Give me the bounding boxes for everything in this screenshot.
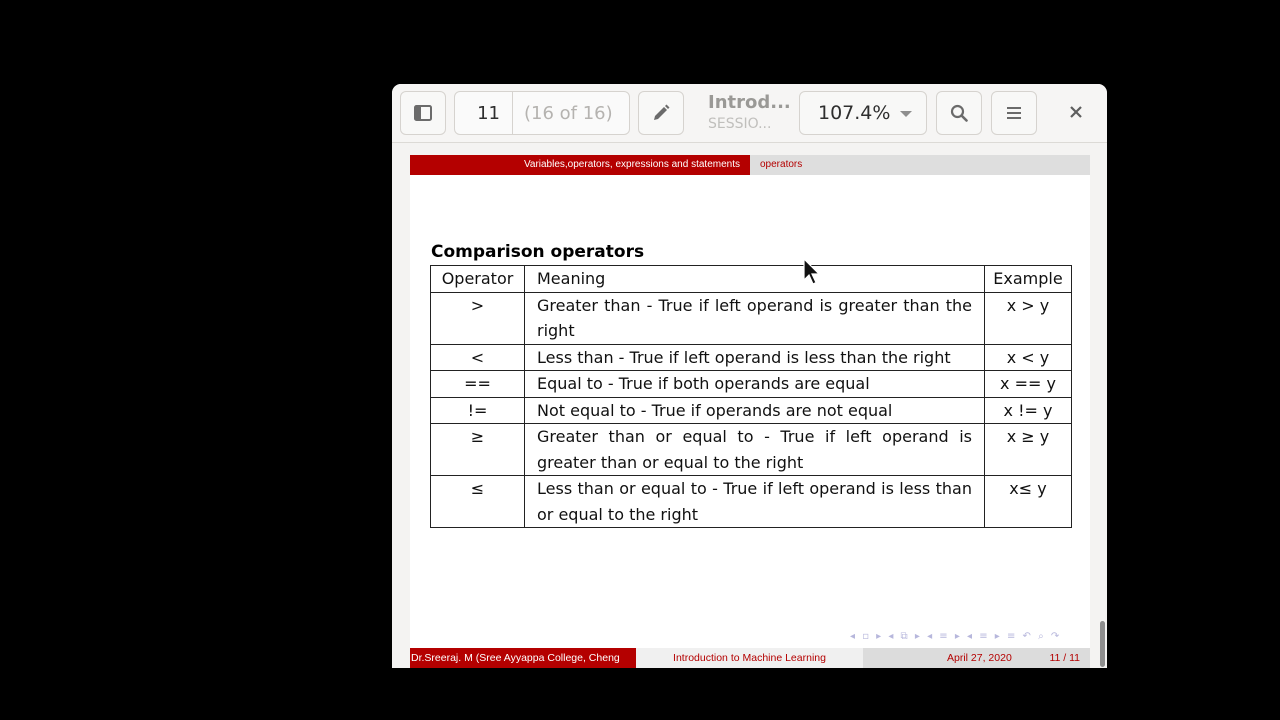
- header-meaning: Meaning: [525, 266, 985, 293]
- page-total-label: (16 of 16): [524, 102, 613, 124]
- page-selector[interactable]: [454, 91, 630, 135]
- footer-date-page: [863, 648, 1090, 668]
- operator-cell: >: [431, 292, 525, 344]
- close-window-button[interactable]: [1064, 101, 1088, 125]
- meaning-cell: Not equal to - True if operands are not equal: [525, 397, 985, 424]
- example-cell: x == y: [985, 371, 1072, 398]
- meaning-cell: Greater than - True if left operand is greater than the right: [525, 292, 985, 344]
- frame-title: Comparison operators: [431, 242, 645, 262]
- table-header-row: [431, 266, 1072, 293]
- footer-date: April 27, 2020: [947, 652, 1012, 664]
- operator-cell: <: [431, 344, 525, 371]
- slide-page: [410, 155, 1090, 668]
- document-view[interactable]: [392, 143, 1107, 668]
- example-cell: x < y: [985, 344, 1072, 371]
- operator-cell: !=: [431, 397, 525, 424]
- operator-cell: ≥: [431, 424, 525, 476]
- annotate-button[interactable]: [638, 91, 684, 135]
- operator-cell: ==: [431, 371, 525, 398]
- example-cell: x≤ y: [985, 476, 1072, 528]
- beamer-navigation-symbols[interactable]: ◂ ▫ ▸ ◂ ⧉ ▸ ◂ ≡ ▸ ◂ ≡ ▸ ≡ ↶ ⌕ ↷: [850, 631, 1062, 642]
- operator-cell: ≤: [431, 476, 525, 528]
- sidebar-icon: [414, 105, 432, 121]
- main-menu-button[interactable]: [991, 91, 1037, 135]
- table-row: [431, 397, 1072, 424]
- example-cell: x > y: [985, 292, 1072, 344]
- example-cell: x != y: [985, 397, 1072, 424]
- page-number-input[interactable]: 11: [455, 92, 513, 134]
- search-button[interactable]: [936, 91, 982, 135]
- document-title: Introd...: [708, 92, 791, 113]
- close-icon: [1069, 104, 1083, 123]
- meaning-cell: Less than or equal to - True if left operand is less than or equal to the right: [525, 476, 985, 528]
- document-viewer-window: [392, 84, 1107, 668]
- hamburger-menu-icon: [1006, 106, 1022, 120]
- zoom-level-value: 107.4%: [818, 102, 891, 124]
- table-row: [431, 424, 1072, 476]
- table-row: [431, 344, 1072, 371]
- comparison-operators-table: [430, 265, 1072, 528]
- search-icon: [950, 104, 968, 122]
- meaning-cell: Less than - True if left operand is less than the right: [525, 344, 985, 371]
- subsection-title[interactable]: operators: [760, 159, 803, 170]
- table-row: [431, 476, 1072, 528]
- sidebar-toggle-button[interactable]: [400, 91, 446, 135]
- footer-author: Dr.Sreeraj. M (Sree Ayyappa College, Cheng: [410, 648, 636, 668]
- vertical-scrollbar[interactable]: [1100, 621, 1105, 667]
- footer-page-number: 11 / 11: [1049, 652, 1080, 664]
- document-subtitle: SESSIO...: [708, 116, 772, 132]
- beamer-header: [410, 155, 1090, 175]
- example-cell: x ≥ y: [985, 424, 1072, 476]
- zoom-level-dropdown[interactable]: [799, 91, 927, 135]
- chevron-down-icon: [900, 111, 912, 117]
- pencil-icon: [652, 104, 670, 122]
- headerbar: [392, 84, 1107, 143]
- header-example: Example: [985, 266, 1072, 293]
- meaning-cell: Equal to - True if both operands are equal: [525, 371, 985, 398]
- mouse-cursor-icon: [803, 258, 823, 288]
- meaning-cell: Greater than or equal to - True if left operand is greater than or equal to the right: [525, 424, 985, 476]
- table-row: [431, 292, 1072, 344]
- beamer-footer: [410, 648, 1090, 668]
- footer-title: Introduction to Machine Learning: [636, 648, 863, 668]
- header-operator: Operator: [431, 266, 525, 293]
- section-title[interactable]: Variables,operators, expressions and statements: [410, 155, 750, 175]
- table-row: [431, 371, 1072, 398]
- document-title-block: [708, 92, 791, 134]
